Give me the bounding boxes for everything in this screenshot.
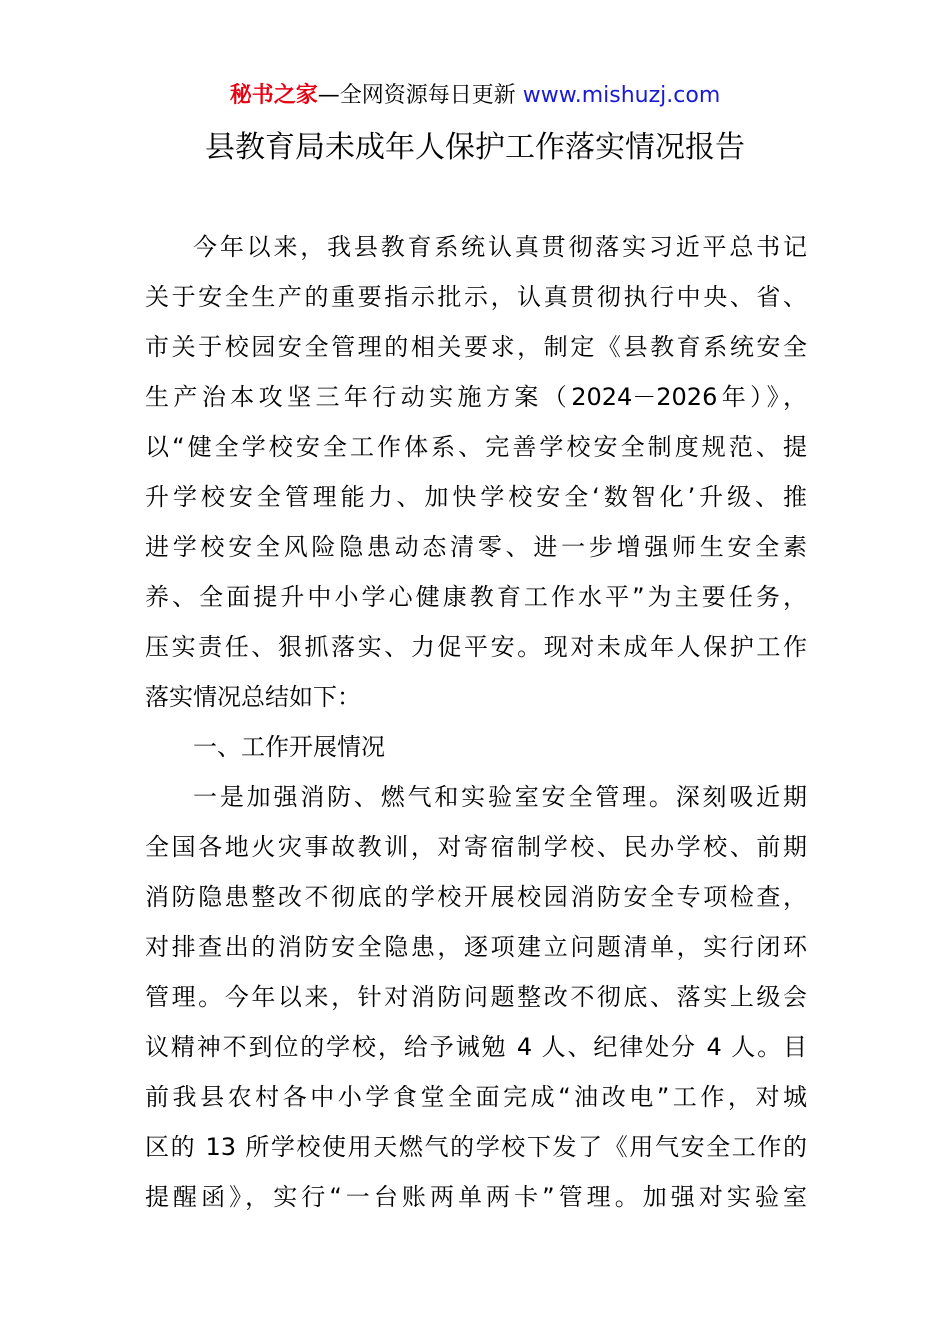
body-line: 前我县农村各中小学食堂全面完成“油改电”工作，对城 [145,1083,807,1111]
body-line: 区的 13 所学校使用天燃气的学校下发了《用气安全工作的 [145,1133,807,1161]
body-line: 管理。今年以来，针对消防问题整改不彻底、落实上级会 [145,983,807,1011]
body-line: 养、全面提升中小学心健康教育工作水平”为主要任务， [145,583,807,611]
body-line: 今年以来，我县教育系统认真贯彻落实习近平总书记 [193,233,807,261]
body-line: 一是加强消防、燃气和实验室安全管理。深刻吸近期 [193,783,807,811]
body-line: 压实责任、狠抓落实、力促平安。现对未成年人保护工作 [145,633,807,661]
body-line: 消防隐患整改不彻底的学校开展校园消防安全专项检查， [145,883,807,911]
body-line: 一、工作开展情况 [193,733,385,761]
body-line: 全国各地火灾事故教训，对寄宿制学校、民办学校、前期 [145,833,807,861]
body-line: 对排查出的消防安全隐患，逐项建立问题清单，实行闭环 [145,933,807,961]
site-brand: 秘书之家 [229,83,318,108]
body-line: 市关于校园安全管理的相关要求，制定《县教育系统安全 [145,333,807,361]
body-line: 进学校安全风险隐患动态清零、进一步增强师生安全素 [145,533,807,561]
document-title: 县教育局未成年人保护工作落实情况报告 [205,130,745,165]
site-header [0,80,950,112]
body-line: 生产治本攻坚三年行动实施方案（2024－2026年）》， [145,383,807,411]
body-line: 落实情况总结如下： [145,683,361,711]
document-body [145,222,807,1222]
body-line: 提醒函》，实行“一台账两单两卡”管理。加强对实验室 [145,1183,807,1211]
site-url-link[interactable]: www.mishuzj.com [522,83,721,108]
site-slogan: —全网资源每日更新 [317,83,523,108]
body-line: 升学校安全管理能力、加快学校安全‘数智化’升级、推 [145,483,807,511]
body-line: 关于安全生产的重要指示批示，认真贯彻执行中央、省、 [145,283,807,311]
body-line: 议精神不到位的学校，给予诫勉 4 人、纪律处分 4 人。目 [145,1033,807,1061]
body-line: 以“健全学校安全工作体系、完善学校安全制度规范、提 [145,433,807,461]
